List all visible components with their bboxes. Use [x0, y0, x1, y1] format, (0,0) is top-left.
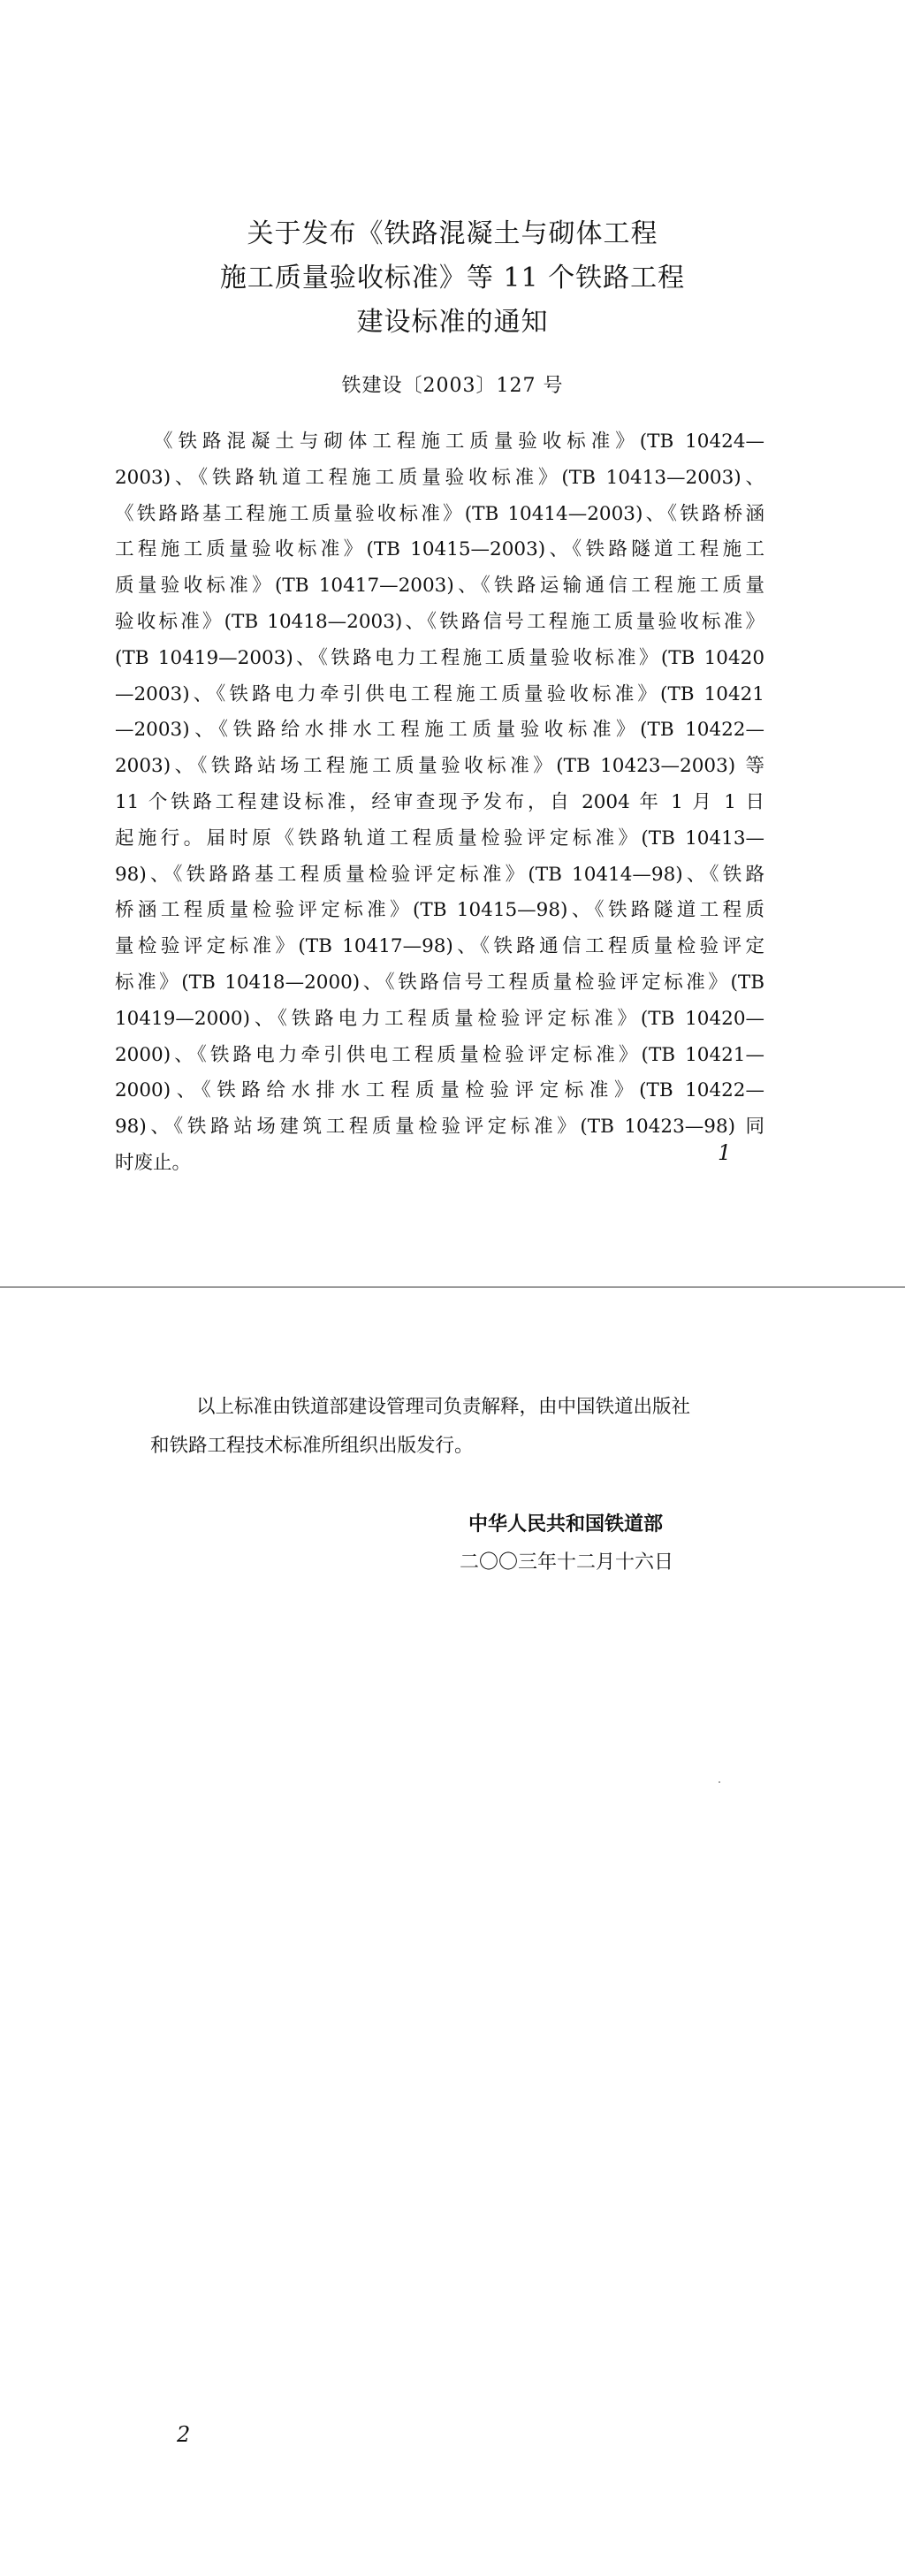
body-line: 《铁路路基工程施工质量验收标准》(TB 10414—2003)、《铁路桥涵 — [115, 502, 764, 525]
body-line: 质量验收标准》(TB 10417—2003)、《铁路运输通信工程施工质量 — [115, 575, 764, 598]
signature-organization: 中华人民共和国铁道部 — [468, 1513, 664, 1536]
body-line: 98)、《铁路路基工程质量检验评定标准》(TB 10414—98)、《铁路 — [115, 863, 764, 886]
title-line: 建设标准的通知 — [356, 307, 549, 338]
document-page-2 — [0, 1291, 905, 2576]
body-line: 和铁路工程技术标准所组织出版发行。 — [150, 1435, 474, 1457]
body-line: 以上标准由铁道部建设管理司负责解释，由中国铁道出版社 — [196, 1396, 691, 1418]
signature-date: 二〇〇三年十二月十六日 — [460, 1551, 674, 1574]
body-line: 工程施工质量验收标准》(TB 10415—2003)、《铁路隧道工程施工 — [115, 538, 764, 561]
body-line: 时废止。 — [115, 1151, 192, 1174]
page-divider — [0, 1286, 905, 1288]
body-line: 98)、《铁路站场建筑工程质量检验评定标准》(TB 10423—98) 同 — [115, 1116, 764, 1139]
body-line: 《铁路混凝土与砌体工程施工质量验收标准》(TB 10424— — [154, 431, 764, 453]
body-line: 10419—2000)、《铁路电力工程质量检验评定标准》(TB 10420— — [115, 1007, 764, 1030]
body-line: 2003)、《铁路站场工程施工质量验收标准》(TB 10423—2003) 等 — [115, 755, 764, 778]
notice-body — [115, 424, 764, 1182]
document-page-1 — [0, 0, 905, 1286]
body-line: 11 个铁路工程建设标准，经审查现予发布，自 2004 年 1 月 1 日 — [115, 790, 764, 813]
body-line: 2000)、《铁路电力牵引供电工程质量检验评定标准》(TB 10421— — [115, 1043, 764, 1066]
body-line: 标准》(TB 10418—2000)、《铁路信号工程质量检验评定标准》(TB — [115, 971, 764, 994]
title-line: 施工质量验收标准》等 11 个铁路工程 — [219, 263, 686, 293]
document-number: 铁建设〔2003〕127 号 — [341, 375, 564, 397]
body-line: (TB 10419—2003)、《铁路电力工程施工质量验收标准》(TB 10420 — [115, 646, 764, 669]
scan-speck — [719, 1781, 720, 1783]
body-line: —2003)、《铁路电力牵引供电工程施工质量验收标准》(TB 10421 — [115, 682, 764, 705]
issuance-statement — [150, 1388, 760, 1466]
body-line: 验收标准》(TB 10418—2003)、《铁路信号工程施工质量验收标准》 — [115, 610, 764, 633]
notice-title — [0, 212, 905, 345]
body-line: 桥涵工程质量检验评定标准》(TB 10415—98)、《铁路隧道工程质 — [115, 899, 764, 922]
page-number: 1 — [718, 1140, 732, 1165]
body-line: 2003)、《铁路轨道工程施工质量验收标准》(TB 10413—2003)、 — [115, 466, 764, 489]
body-line: 起施行。届时原《铁路轨道工程质量检验评定标准》(TB 10413— — [115, 827, 764, 850]
title-line: 关于发布《铁路混凝土与砌体工程 — [247, 218, 658, 249]
page-number: 2 — [177, 2422, 191, 2447]
body-line: 2000)、《铁路给水排水工程质量检验评定标准》(TB 10422— — [115, 1079, 764, 1102]
signature-block — [460, 1505, 673, 1582]
body-line: 量检验评定标准》(TB 10417—98)、《铁路通信工程质量检验评定 — [115, 935, 764, 958]
body-line: —2003)、《铁路给水排水工程施工质量验收标准》(TB 10422— — [115, 719, 764, 742]
